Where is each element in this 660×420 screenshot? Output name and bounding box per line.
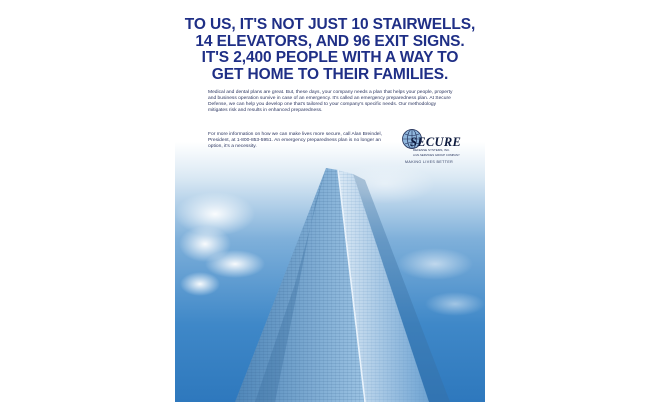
secure-defense-logo [401,128,473,166]
headline-line: IT'S 2,400 PEOPLE WITH A WAY TO [201,49,459,66]
headline-line: GET HOME TO THEIR FAMILIES. [211,65,449,83]
advertisement-page [175,14,485,402]
headline-line: 14 ELEVATORS, AND 96 EXIT SIGNS. [195,32,465,50]
body-paragraph: Medical and dental plans are great. But, these days, your company needs a plan that helps your people, property and business operation survive in case of an emergency. It's called an emergency preparedness plan. At Secure Defense, we can help you develop one that's tailored to your company's specific needs. Our methodology mitigates risk and results in enhanced preparedness. [208,90,453,113]
logo-tagline: MAKING LIVES BETTER [405,160,454,164]
logo-subtitle: DEFENSE SYSTEMS, INC. [413,148,451,152]
skyscraper-photo [175,144,485,402]
headline-line: TO US, IT'S NOT JUST 10 STAIRWELLS, [184,16,476,33]
contact-paragraph: For more information on how we can make lives more secure, call Alan Breindel, President, at 1-800-853-5951. An emergency preparedness plan is no longer an option, it's a necessity. [208,132,382,149]
headline [181,17,479,83]
logo-name: SECURE [410,135,462,149]
logo-company: A ML SERVICES GROUP COMPANY [413,153,460,157]
